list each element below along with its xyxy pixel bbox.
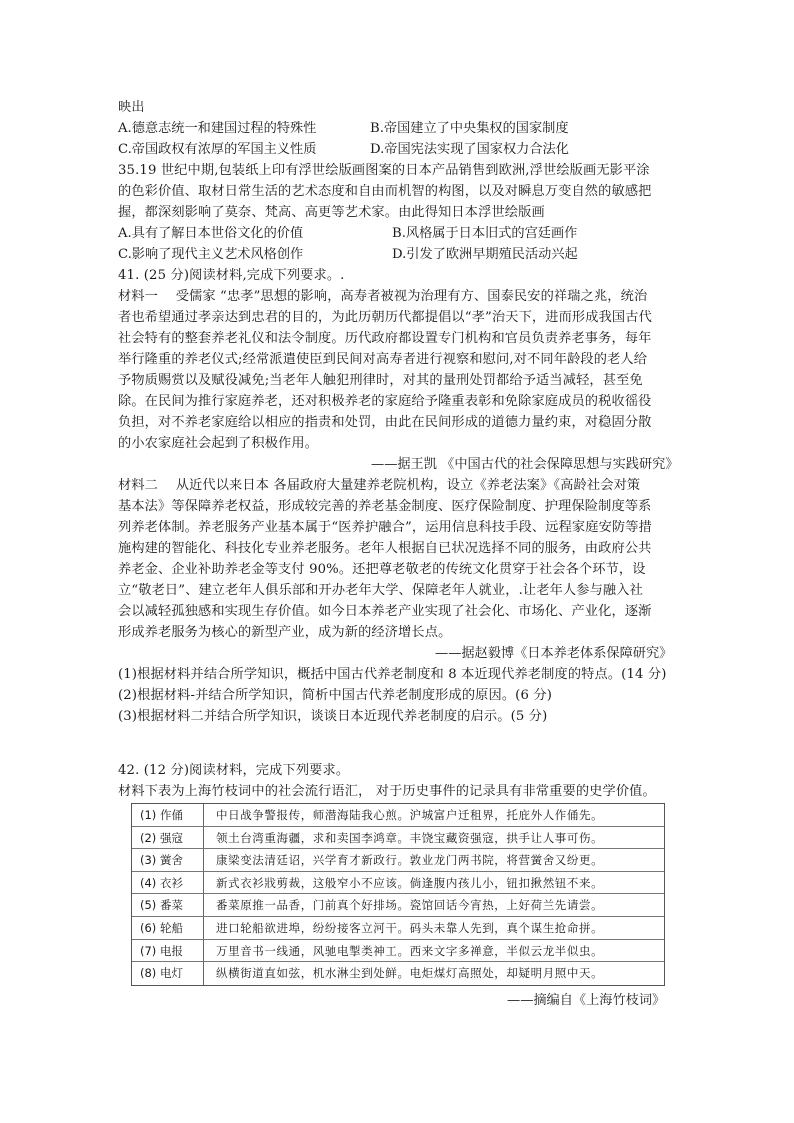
material2-line: 列养老体制。养老服务产业基本属于“医养护融合”，运用信息科技手段、远程家庭安防等措 bbox=[118, 520, 652, 535]
table-term: (2) 强寇 bbox=[140, 830, 183, 845]
table-row bbox=[132, 894, 664, 917]
table-row bbox=[132, 849, 664, 872]
material1-line: 的小农家庭社会起到了积极作用。 bbox=[118, 436, 319, 451]
q35-option-b: B.风格属于日本旧式的宫廷画作 bbox=[392, 226, 578, 241]
material2-source: ——据赵毅博《日本养老体系保障研究》 bbox=[435, 646, 673, 661]
table-term: (5) 番菜 bbox=[140, 898, 183, 913]
q35-options-row-2 bbox=[118, 244, 678, 265]
material1-line: 者也希望通过孝亲达到忠君的目的，为此历朝历代都提倡以“孝”治天下，进而形成我国古代 bbox=[118, 310, 652, 325]
material2-line: 形成养老服务为核心的新型产业，成为新的经济增长点。 bbox=[118, 625, 452, 640]
q34-option-d: D.帝国宪法实现了国家权力合法化 bbox=[370, 142, 569, 157]
q35-line: 握，都深刻影响了莫奈、梵高、高更等艺术家。由此得知日本浮世绘版画 bbox=[118, 205, 545, 220]
table-row bbox=[132, 962, 664, 985]
table-term: (4) 衣衫 bbox=[140, 875, 183, 890]
table-text: 纵横街道直如弦，机水淋尘到处鲜。电炬煤灯高照处，却疑明月照中天。 bbox=[216, 966, 604, 981]
q35-line: 35.19 世纪中期,包装纸上印有浮世绘版画图案的日本产品销售到欧洲,浮世绘版画无影平涂 bbox=[118, 163, 650, 178]
q41-question: (1)根据材料并结合所学知识，概括中国古代养老制度和 8 本近现代养老制度的特点。(14 分) bbox=[118, 667, 667, 682]
table-term: (8) 电灯 bbox=[140, 966, 183, 981]
table-text: 进口轮船欲进埠，纷纷接客立河干。码头未靠人先到，真个谋生抢命拼。 bbox=[216, 921, 604, 935]
material2-line: 养老金、企业补助养老金等支付 90%。还把尊老敬老的传统文化贯穿于社会各个环节，设 bbox=[118, 562, 646, 577]
q34-options-row-1 bbox=[118, 118, 678, 139]
slang-table bbox=[131, 803, 665, 986]
table-row bbox=[132, 827, 664, 850]
material1-source: ——据王凯 《中国古代的社会保障思想与实践研究》 bbox=[371, 457, 679, 472]
table-row bbox=[132, 804, 664, 827]
q35-option-d: D.引发了欧洲早期殖民活动兴起 bbox=[392, 247, 578, 262]
q41-question: (3)根据材料二并结合所学知识，谈谈日本近现代养老制度的启示。(5 分) bbox=[118, 709, 548, 724]
q34-option-c: C.帝国政权有浓厚的军国主义性质 bbox=[118, 142, 317, 157]
q34-options-row-2 bbox=[118, 139, 678, 160]
q41-header: 41. (25 分)阅读材料,完成下列要求。. bbox=[118, 268, 345, 283]
material1-line: 举行隆重的养老仪式;经常派遣使臣到民间对高寿者进行视察和慰问,对不同年龄段的老人给 bbox=[118, 352, 648, 367]
material1-line: 负担，对不养老家庭给以相应的指责和处罚，由此在民间形成的道德力量约束，对稳固分散 bbox=[118, 415, 652, 430]
material2-line: 立“敬老日”、建立老年人俱乐部和开办老年大学、保障老年人就业，.让老年人参与融入社 bbox=[118, 583, 643, 598]
table-text: 康梁变法清廷诏，兴学育才新政行。敦业龙门两书院，将营黉舍又纷更。 bbox=[216, 853, 604, 868]
table-term: (7) 电报 bbox=[140, 943, 183, 958]
table-term: (1) 作俑 bbox=[140, 808, 183, 822]
q34-tail: 映出 bbox=[118, 100, 145, 115]
table-term: (3) 黉舍 bbox=[140, 853, 183, 868]
material2-line: 施构建的智能化、科技化专业养老服务。老年人根据自已状况选择不同的服务，由政府公共 bbox=[118, 541, 652, 556]
q35-option-c: C.影响了现代主义艺术风格创作 bbox=[118, 247, 304, 262]
table-text: 万里音书一线通，风驰电掣类神工。西来文字多禅意，半似云龙半似虫。 bbox=[216, 943, 604, 958]
material2-line: 材料二 从近代以来日本 各届政府大量建养老院机构，设立《养老法案》《高龄社会对策 bbox=[118, 478, 641, 493]
q34-option-a: A.德意志统一和建国过程的特殊性 bbox=[118, 121, 317, 136]
material1-line: 予物质赐赏以及赋役减免;当老年人触犯刑律时，对其的量刑处罚都给予适当减轻，甚至免 bbox=[118, 373, 643, 388]
table-source: ——摘编自《上海竹枝词》 bbox=[507, 993, 666, 1008]
table-text: 番菜原推一品香，门前真个好排场。瓷馆回话今宵热，上好荷兰先请尝。 bbox=[216, 898, 604, 913]
table-text: 新式衣衫戕剪裁，这般窄小不应该。倘逢腹内孩儿小，钮扣揪然钮不来。 bbox=[216, 875, 604, 890]
material2-line: 会以减轻孤独感和实现生存价值。如今日本养老产业实现了社会化、市场化、产业化，逐渐 bbox=[118, 604, 652, 619]
material1-line: 材料一 受儒家 “忠孝”思想的影响，高寿者被视为治理有方、国泰民安的祥瑞之兆，统治 bbox=[118, 289, 648, 304]
material1-line: 除。在民间为推行家庭养老，还对积极养老的家庭给予隆重表彰和免除家庭成员的税收徭役 bbox=[118, 394, 652, 409]
q35-options-row-1 bbox=[118, 223, 678, 244]
table-text: 领土台湾重海疆，求和卖国李鸿章。丰饶宝藏资强寇，拱手让人事可伤。 bbox=[216, 830, 604, 845]
q35-line: 的色彩价值、取材日常生活的艺术态度和自由而机智的构图，以及对瞬息万变自然的敏感把 bbox=[118, 184, 652, 199]
table-row bbox=[132, 917, 664, 940]
material2-line: 基本法》等保障养老权益，形成较完善的养老基金制度、医疗保险制度、护理保险制度等系 bbox=[118, 499, 652, 514]
q42-intro: 材料下表为上海竹枝词中的社会流行语汇， 对于历史事件的记录具有非常重要的史学价值。 bbox=[118, 784, 656, 799]
q34-option-b: B.帝国建立了中央集权的国家制度 bbox=[370, 121, 569, 136]
q41-question: (2)根据材料-并结合所学知识，简析中国古代养老制度形成的原因。(6 分) bbox=[118, 688, 552, 703]
material1-line: 社会特有的整套养老礼仪和法令制度。历代政府都设置专门机构和官员负责养老事务，每年 bbox=[118, 331, 652, 346]
table-row bbox=[132, 872, 664, 895]
q35-option-a: A.具有了解日本世俗文化的价值 bbox=[118, 226, 304, 241]
q42-header: 42. (12 分)阅读材料，完成下列要求。 bbox=[118, 763, 350, 778]
table-row bbox=[132, 940, 664, 963]
table-term: (6) 轮船 bbox=[140, 921, 183, 935]
table-text: 中日战争警报传，师潜海陆我心煎。沪城富户迁租界，托庇外人作俑先。 bbox=[216, 808, 604, 822]
